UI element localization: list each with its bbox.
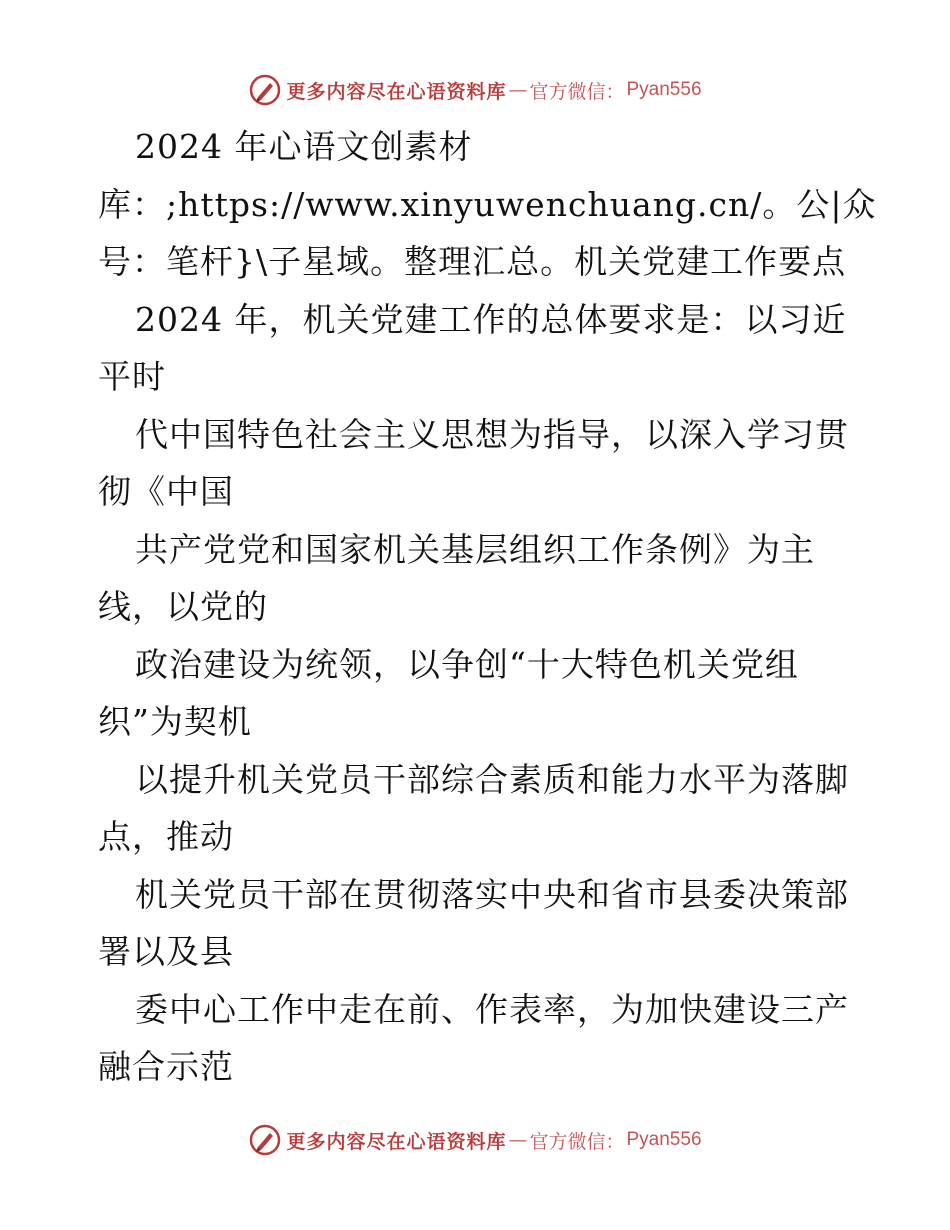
text-line: 2024 年心语文创素材 (135, 127, 473, 166)
text-line: 代中国特色社会主义思想为指导，以深入学习贯 (135, 414, 849, 454)
pen-logo-icon (248, 73, 282, 107)
text-line: 2024 年，机关党建工作的总体要求是：以习近 (135, 299, 847, 339)
banner-dash: — (508, 79, 528, 101)
header-banner (0, 70, 950, 110)
text-line: 委中心工作中走在前、作表率，为加快建设三产 (135, 989, 849, 1029)
banner-wechat-id: Pyan556 (626, 1129, 702, 1150)
text-line: 织”为契机 (98, 702, 252, 741)
text-line: 平时 (98, 357, 166, 396)
banner-site-text: 更多内容尽在心语资料库 (286, 80, 507, 103)
text-line: 点，推动 (98, 817, 234, 856)
text-line: 共产党党和国家机关基层组织工作条例》为主 (135, 529, 815, 569)
text-line: 彻《中国 (98, 472, 234, 511)
footer-banner (0, 1120, 950, 1160)
text-line: 以提升机关党员干部综合素质和能力水平为落脚 (135, 759, 849, 799)
banner-wechat-label: 官方微信： (529, 1130, 625, 1153)
pen-logo-icon (248, 1123, 282, 1157)
text-line: 号：笔杆}\子星域。整理汇总。机关党建工作要点 (98, 242, 847, 281)
text-line: 线，以党的 (98, 587, 268, 626)
text-line: 融合示范 (98, 1047, 234, 1086)
banner-dash: — (508, 1129, 528, 1151)
banner-wechat-label: 官方微信： (529, 80, 625, 103)
document-body (98, 118, 877, 1096)
banner-wechat-id: Pyan556 (626, 79, 702, 100)
text-line: 署以及县 (98, 932, 234, 971)
text-line: 库：;https://www.xinyuwenchuang.cn/。公|众 (98, 184, 877, 224)
banner-site-text: 更多内容尽在心语资料库 (286, 1130, 507, 1153)
text-line: 机关党员干部在贯彻落实中央和省市县委决策部 (135, 874, 849, 914)
text-line: 政治建设为统领，以争创“十大特色机关党组 (135, 644, 799, 684)
